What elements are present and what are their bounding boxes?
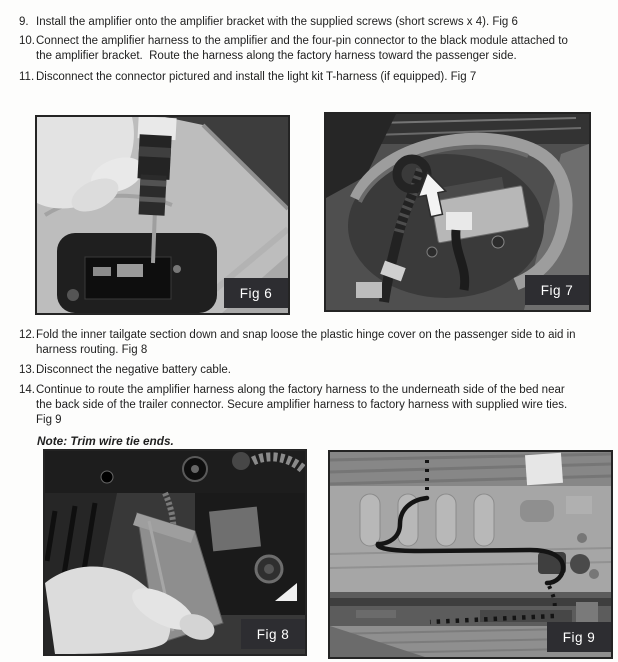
step-13 xyxy=(0,363,604,378)
fig6-caption: Fig 6 xyxy=(224,278,288,308)
step-number: 10. xyxy=(19,35,35,47)
figure-6 xyxy=(35,115,290,315)
step-text xyxy=(36,15,604,30)
step-line: Connect the amplifier harness to the amplifier and the four-pin connector to the black module attached to xyxy=(36,35,568,47)
step-line: the amplifier bracket. Route the harness along the factory harness toward the passenger side. xyxy=(36,50,517,62)
step-text xyxy=(36,70,604,85)
fig9-caption: Fig 9 xyxy=(547,622,611,652)
step-line: Disconnect the negative battery cable. xyxy=(36,364,231,376)
figure-9 xyxy=(328,450,613,659)
step-number: 11. xyxy=(19,71,35,83)
step-number: 13. xyxy=(19,364,35,376)
step-10 xyxy=(0,34,604,64)
step-text xyxy=(36,363,604,378)
step-12 xyxy=(0,328,604,358)
step-line: Fig 9 xyxy=(36,414,62,426)
step-line: harness routing. Fig 8 xyxy=(36,344,148,356)
trim-wire-tie-note: Note: Trim wire tie ends. xyxy=(37,434,174,448)
figure-8 xyxy=(43,449,307,656)
fig8-caption: Fig 8 xyxy=(241,619,305,649)
step-number: 14. xyxy=(19,384,35,396)
step-text xyxy=(36,328,604,358)
step-11 xyxy=(0,70,604,85)
fig7-caption: Fig 7 xyxy=(525,275,589,305)
step-text xyxy=(36,34,604,64)
step-line: Install the amplifier onto the amplifier bracket with the supplied screws (short screws x 4). Fig 6 xyxy=(36,16,518,28)
step-line: Fold the inner tailgate section down and snap loose the plastic hinge cover on the passenger side to aid in xyxy=(36,329,576,341)
step-number: 12. xyxy=(19,329,35,341)
step-line: the back side of the trailer connector. Secure amplifier harness to factory harness with supplied wire ties. xyxy=(36,399,568,411)
steps-block-bottom xyxy=(0,328,604,449)
step-number: 9. xyxy=(19,16,29,28)
step-text xyxy=(36,383,604,428)
step-line: Continue to route the amplifier harness along the factory harness to the underneath side of the bed near xyxy=(36,384,565,396)
steps-block-top xyxy=(0,15,604,85)
figure-7 xyxy=(324,112,591,312)
step-line: Disconnect the connector pictured and install the light kit T-harness (if equipped). Fig 7 xyxy=(36,71,477,83)
step-9 xyxy=(0,15,604,30)
step-14 xyxy=(0,383,604,428)
